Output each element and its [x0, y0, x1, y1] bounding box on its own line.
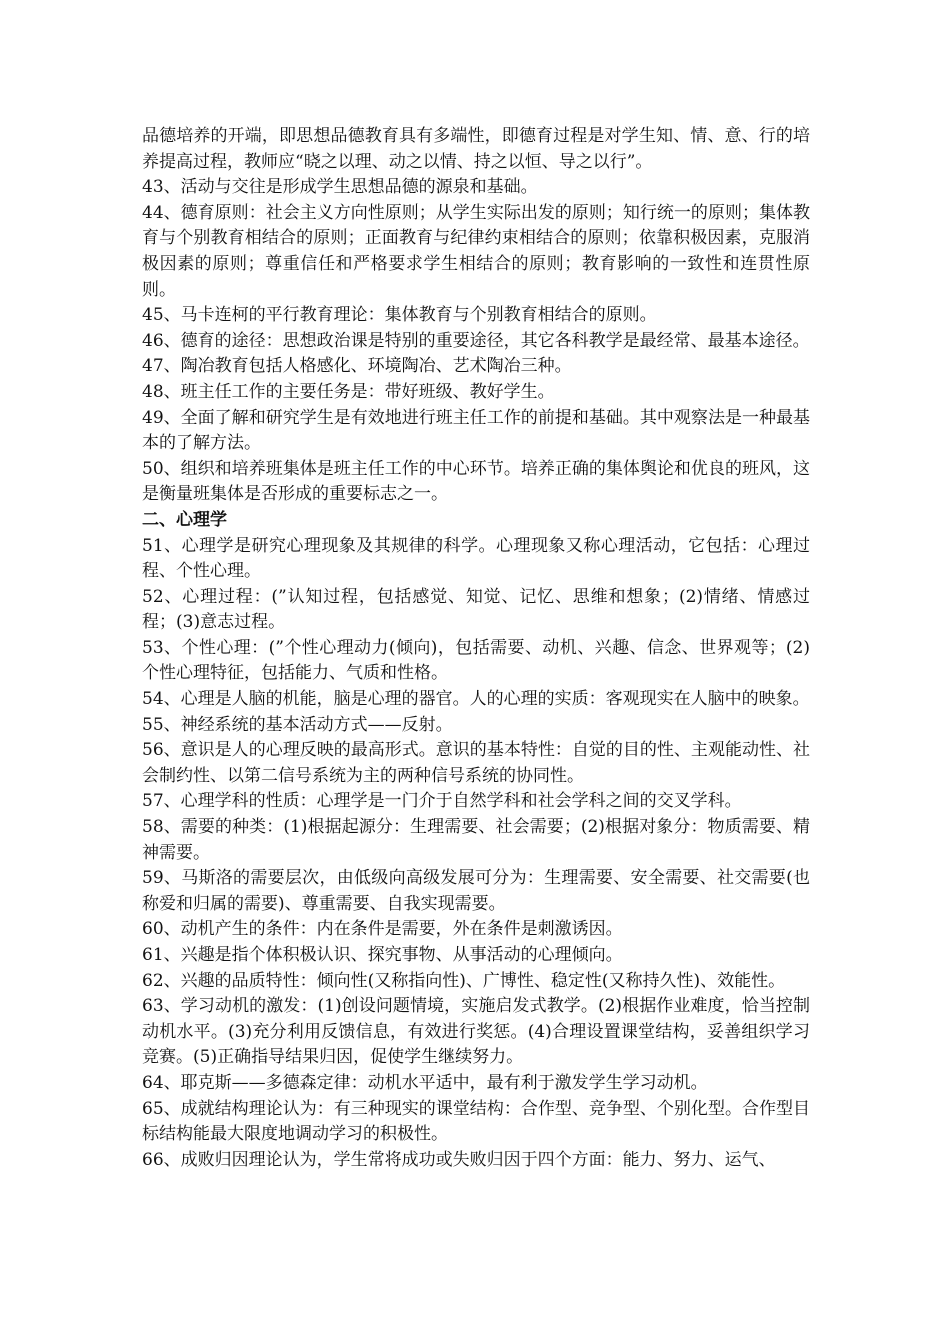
- paragraph-item-52: 52、心理过程：(”认知过程，包括感觉、知觉、记忆、思维和想象；(2)情绪、情感过程；(3)意志过程。: [142, 586, 810, 633]
- paragraph-item-46: 46、德育的途径：思想政治课是特别的重要途径，其它各科教学是最经常、最基本途径。: [142, 330, 810, 351]
- paragraph-item-50: 50、组织和培养班集体是班主任工作的中心环节。培养正确的集体舆论和优良的班风，这是衡量班集体是否形成的重要标志之一。: [142, 458, 810, 505]
- paragraph-item-49: 49、全面了解和研究学生是有效地进行班主任工作的前提和基础。其中观察法是一种最基本的了解方法。: [142, 407, 810, 454]
- paragraph-item-44: 44、德育原则：社会主义方向性原则；从学生实际出发的原则；知行统一的原则；集体教育与个别教育相结合的原则；正面教育与纪律约束相结合的原则；依靠积极因素，克服消极因素的原则；尊重信任和严格要求学生相结合的原则；教育影响的一致性和连贯性原则。: [142, 202, 810, 300]
- paragraph-item-60: 60、动机产生的条件：内在条件是需要，外在条件是刺激诱因。: [142, 919, 623, 940]
- paragraph-item-65: 65、成就结构理论认为：有三种现实的课堂结构：合作型、竞争型、个别化型。合作型目标结构能最大限度地调动学习的积极性。: [142, 1098, 810, 1145]
- paragraph-item-45: 45、马卡连柯的平行教育理论：集体教育与个别教育相结合的原则。: [142, 305, 657, 326]
- paragraph-item-53: 53、个性心理：(”个性心理动力(倾向)，包括需要、动机、兴趣、信念、世界观等；(2)个性心理特征，包括能力、气质和性格。: [142, 637, 810, 684]
- paragraph-item-63: 63、学习动机的激发：(1)创设问题情境，实施启发式教学。(2)根据作业难度，恰当控制动机水平。(3)充分利用反馈信息，有效进行奖惩。(4)合理设置课堂结构，妥善组织学习竞赛。(5)正确指导结果归因，促使学生继续努力。: [142, 996, 810, 1068]
- paragraph-item-51: 51、心理学是研究心理现象及其规律的科学。心理现象又称心理活动，它包括：心理过程、个性心理。: [142, 535, 810, 582]
- paragraph-continuation: 品德培养的开端，即思想品德教育具有多端性，即德育过程是对学生知、情、意、行的培养提高过程，教师应“晓之以理、动之以情、持之以恒、导之以行”。: [142, 126, 810, 172]
- paragraph-item-64: 64、耶克斯——多德森定律：动机水平适中，最有利于激发学生学习动机。: [142, 1072, 708, 1093]
- paragraph-item-61: 61、兴趣是指个体积极认识、探究事物、从事活动的心理倾向。: [142, 945, 623, 965]
- paragraph-item-48: 48、班主任工作的主要任务是：带好班级、教好学生。: [142, 381, 555, 402]
- paragraph-item-55: 55、神经系统的基本活动方式——反射。: [142, 714, 453, 735]
- paragraph-item-54: 54、心理是人脑的机能，脑是心理的器官。人的心理的实质：客观现实在人脑中的映象。: [142, 689, 810, 710]
- paragraph-item-43: 43、活动与交往是形成学生思想品德的源泉和基础。: [142, 177, 538, 198]
- paragraph-item-47: 47、陶冶教育包括人格感化、环境陶冶、艺术陶冶三种。: [142, 356, 572, 377]
- paragraph-item-62: 62、兴趣的品质特性：倾向性(又称指向性)、广博性、稳定性(又称持久性)、效能性。: [142, 970, 786, 991]
- paragraph-item-56: 56、意识是人的心理反映的最高形式。意识的基本特性：自觉的目的性、主观能动性、社会制约性、以第二信号系统为主的两种信号系统的协同性。: [142, 740, 810, 786]
- paragraph-item-57: 57、心理学科的性质：心理学是一门介于自然学科和社会学科之间的交叉学科。: [142, 791, 742, 812]
- paragraph-item-59: 59、马斯洛的需要层次，由低级向高级发展可分为：生理需要、安全需要、社交需要(也称爱和归属的需要)、尊重需要、自我实现需要。: [142, 868, 810, 914]
- section-heading: 二、心理学: [142, 509, 227, 530]
- paragraph-item-66: 66、成败归因理论认为，学生常将成功或失败归因于四个方面：能力、努力、运气、: [142, 1149, 776, 1170]
- paragraph-item-58: 58、需要的种类：(1)根据起源分：生理需要、社会需要；(2)根据对象分：物质需要、精神需要。: [142, 817, 810, 863]
- document-page: [142, 124, 810, 1173]
